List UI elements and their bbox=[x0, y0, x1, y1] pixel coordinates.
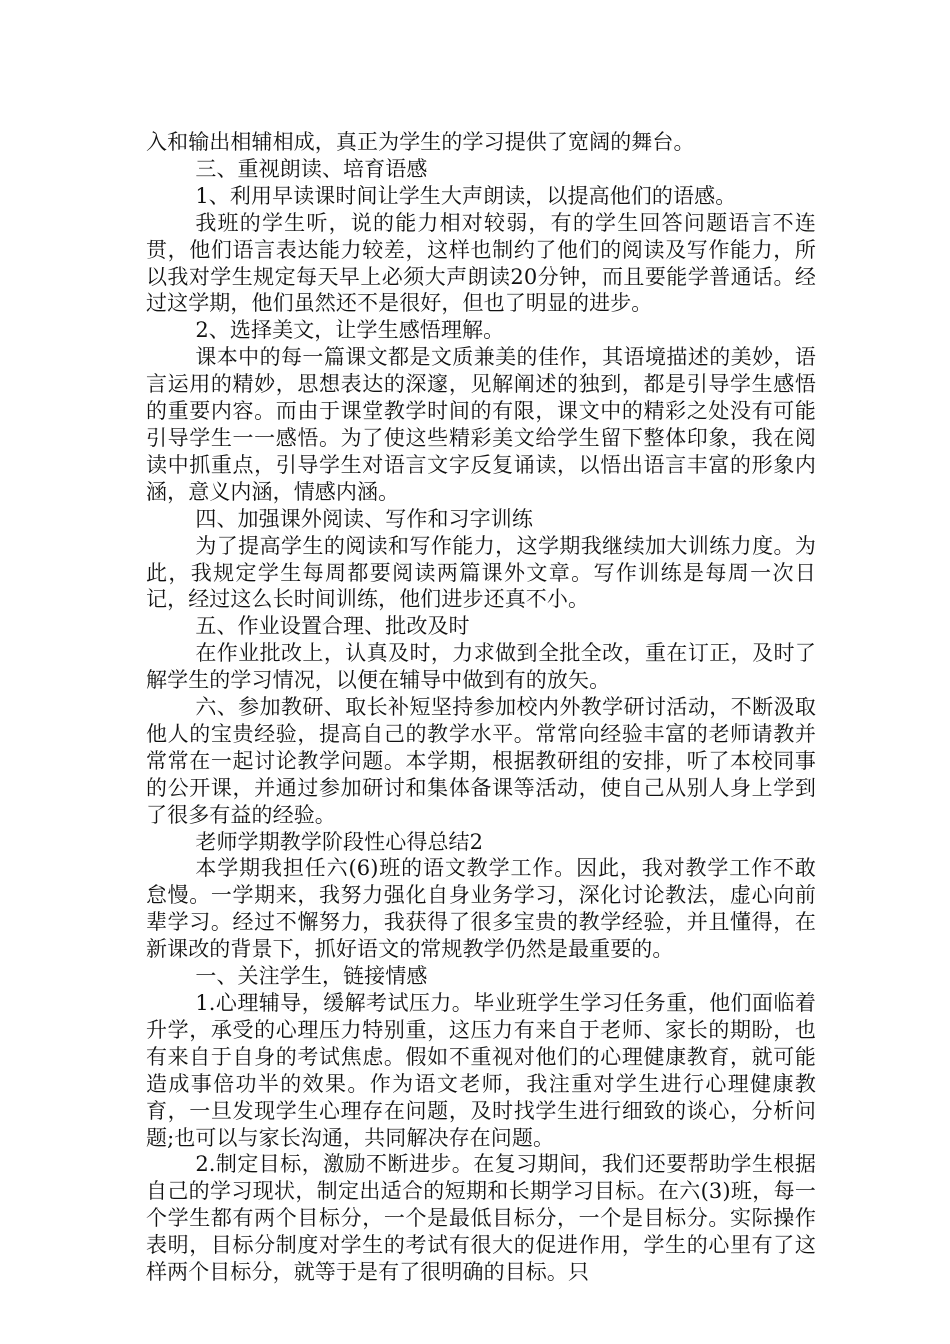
subheading-1: 1、利用早读课时间让学生大声朗读，以提高他们的语感。 bbox=[195, 183, 737, 208]
paragraph: 本学期我担任六(6)班的语文教学工作。因此，我对教学工作不敢怠慢。一学期来，我努力强化自身业务学习，深化讨论教法，虚心向前辈学习。经过不懈努力，我获得了很多宝贵的教学经验，并且懂得，在新课改的背景下，抓好语文的常规教学仍然是最重要的。 bbox=[146, 856, 816, 962]
paragraph-section-6: 六、参加教研、取长补短坚持参加校内外教学研讨活动，不断汲取他人的宝贵经验，提高自己的教学水平。常常向经验丰富的老师请教并常常在一起讨论教学问题。本学期，根据教研组的安排，听了本校同事的公开课，并通过参加研讨和集体备课等活动，使自己从别人身上学到了很多有益的经验。 bbox=[146, 695, 816, 827]
section-heading-3: 三、重视朗读、培育语感 bbox=[195, 156, 428, 181]
paragraph-continued: 入和输出相辅相成，真正为学生的学习提供了宽阔的舞台。 bbox=[146, 130, 695, 154]
document-body bbox=[146, 129, 816, 1286]
paragraph: 1.心理辅导，缓解考试压力。毕业班学生学习任务重，他们面临着升学，承受的心理压力特别重，这压力有来自于老师、家长的期盼，也有来自于自身的考试焦虑。假如不重视对他们的心理健康教育，就可能造成事倍功半的效果。作为语文老师，我注重对学生进行心理健康教育，一旦发现学生心理存在问题，及时找学生进行细致的谈心，分析问题;也可以与家长沟通，共同解决存在问题。 bbox=[146, 991, 816, 1150]
section-heading-4: 四、加强课外阅读、写作和习字训练 bbox=[195, 506, 533, 531]
article-title-2: 老师学期教学阶段性心得总结2 bbox=[195, 829, 484, 854]
paragraph: 为了提高学生的阅读和写作能力，这学期我继续加大训练力度。为此，我规定学生每周都要阅读两篇课外文章。写作训练是每周一次日记，经过这么长时间训练，他们进步还真不小。 bbox=[146, 533, 816, 612]
paragraph: 2.制定目标，激励不断进步。在复习期间，我们还要帮助学生根据自己的学习现状，制定出适合的短期和长期学习目标。在六(3)班，每一个学生都有两个目标分，一个是最低目标分，一个是目标分。实际操作表明，目标分制度对学生的考试有很大的促进作用，学生的心里有了这样两个目标分，就等于是有了很明确的目标。只 bbox=[146, 1152, 816, 1285]
section-heading-5: 五、作业设置合理、批改及时 bbox=[195, 614, 470, 639]
subheading-2: 2、选择美文，让学生感悟理解。 bbox=[195, 318, 505, 343]
paragraph: 课本中的每一篇课文都是文质兼美的佳作，其语境描述的美妙，语言运用的精妙，思想表达的深邃，见解阐述的独到，都是引导学生感悟的重要内容。而由于课堂教学时间的有限，课文中的精彩之处没有可能引导学生一一感悟。为了使这些精彩美文给学生留下整体印象，我在阅读中抓重点，引导学生对语言文字反复诵读，以悟出语言丰富的形象内涵，意义内涵，情感内涵。 bbox=[146, 345, 816, 504]
section-heading-1: 一、关注学生，链接情感 bbox=[195, 964, 428, 989]
paragraph: 我班的学生听，说的能力相对较弱，有的学生回答问题语言不连贯，他们语言表达能力较差，这样也制约了他们的阅读及写作能力，所以我对学生规定每天早上必须大声朗读20分钟，而且要能学普通话。经过这学期，他们虽然还不是很好，但也了明显的进步。 bbox=[146, 210, 816, 316]
paragraph: 在作业批改上，认真及时，力求做到全批全改，重在订正，及时了解学生的学习情况，以便在辅导中做到有的放矢。 bbox=[146, 641, 816, 693]
